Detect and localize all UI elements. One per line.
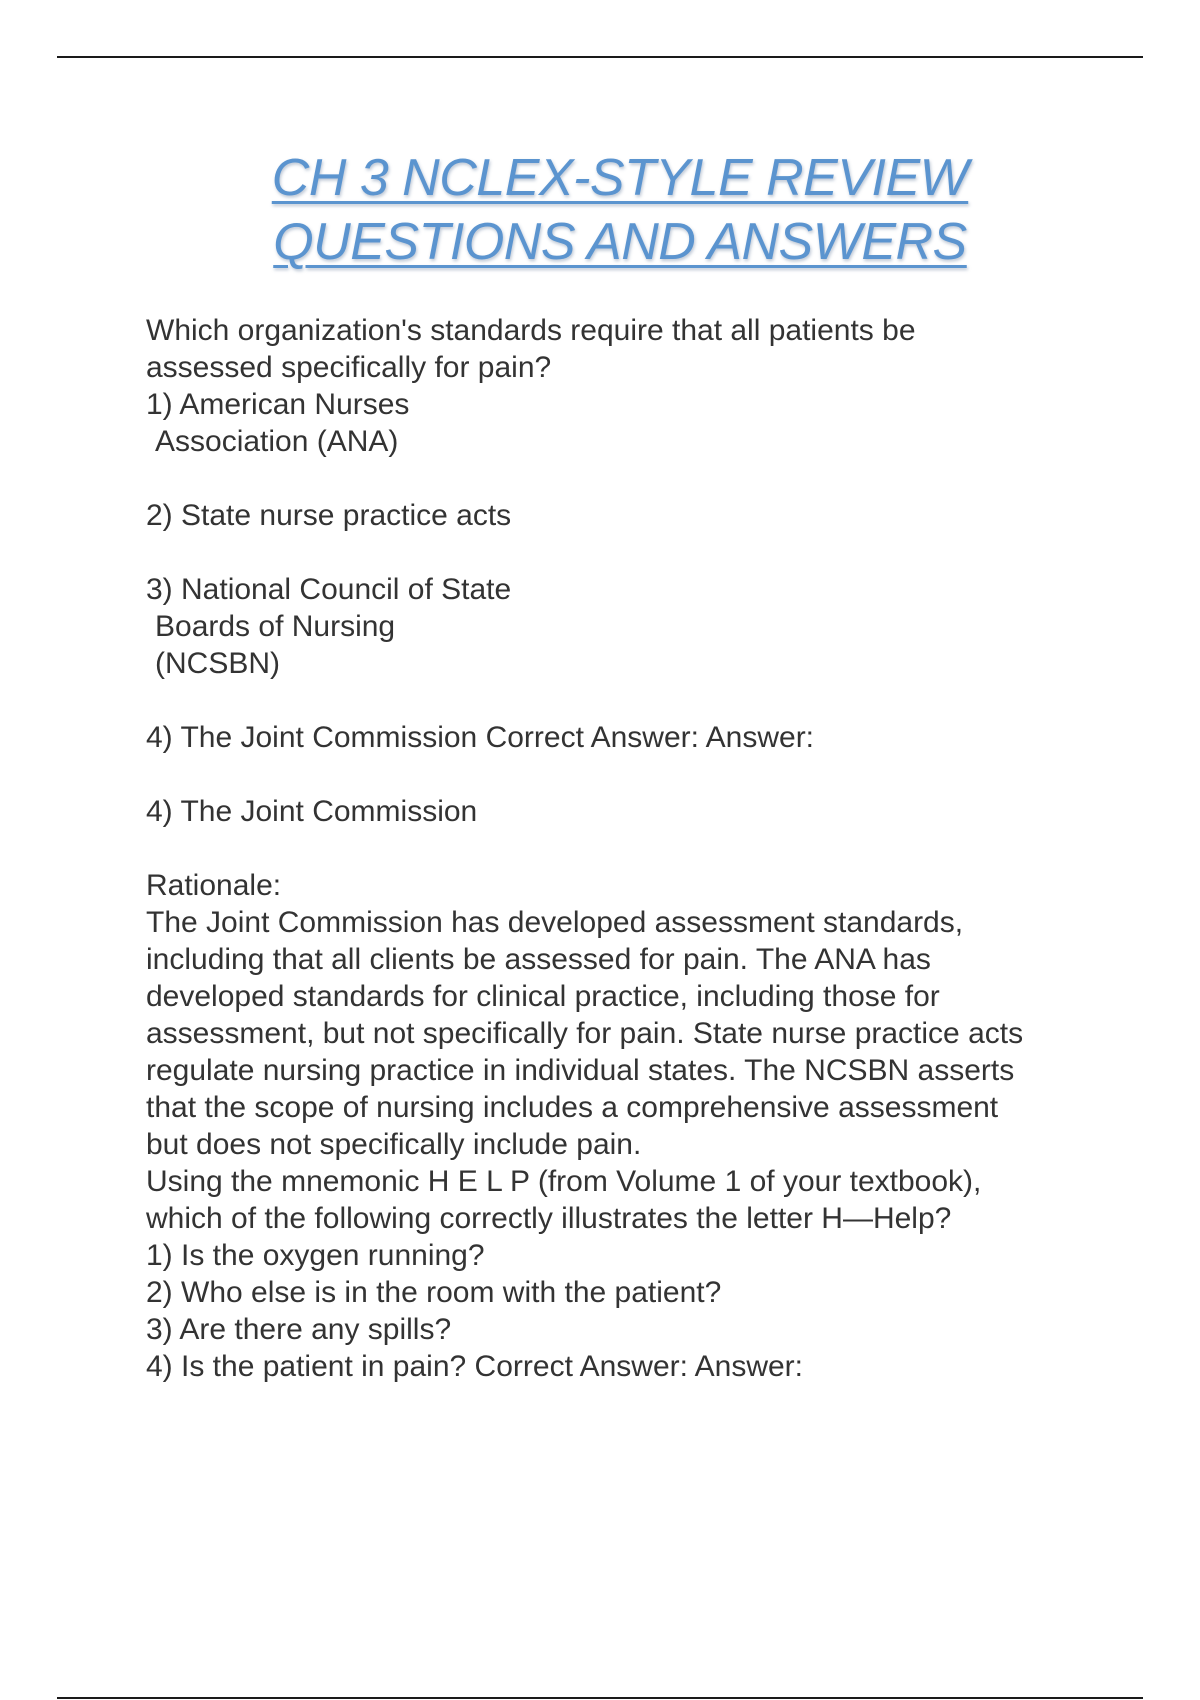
document-body <box>146 312 1146 1385</box>
question-2-stem-line-2: which of the following correctly illustrates the letter H—Help? <box>146 1202 952 1235</box>
spacer <box>146 534 1146 571</box>
rationale-line-3: developed standards for clinical practice, including those for <box>146 980 940 1013</box>
spacer <box>146 756 1146 793</box>
question-2-option-2: 2) Who else is in the room with the patient? <box>146 1276 722 1309</box>
question-1-option-3-line-2: Boards of Nursing <box>155 610 396 643</box>
rationale-line-6: that the scope of nursing includes a comprehensive assessment <box>146 1091 999 1124</box>
spacer <box>146 460 1146 497</box>
question-1-option-3-line-1: 3) National Council of State <box>146 573 512 606</box>
question-1-option-3-line-3: (NCSBN) <box>155 647 280 680</box>
question-2-option-3: 3) Are there any spills? <box>146 1313 452 1346</box>
question-2-option-4: 4) Is the patient in pain? Correct Answer: Answer: <box>146 1350 803 1383</box>
rationale-line-7: but does not specifically include pain. <box>146 1128 642 1161</box>
question-1-option-4: 4) The Joint Commission Correct Answer: Answer: <box>146 721 815 754</box>
rationale-line-1: The Joint Commission has developed assessment standards, <box>146 906 964 939</box>
spacer <box>146 830 1146 867</box>
rationale-line-4: assessment, but not specifically for pain. State nurse practice acts <box>146 1017 1024 1050</box>
spacer <box>146 682 1146 719</box>
document-title <box>0 146 1200 274</box>
question-2-stem-line-1: Using the mnemonic H E L P (from Volume 1 of your textbook), <box>146 1165 982 1198</box>
question-2-option-1: 1) Is the oxygen running? <box>146 1239 485 1272</box>
question-1 <box>146 312 1146 1163</box>
bottom-rule <box>57 1697 1143 1699</box>
question-1-option-2: 2) State nurse practice acts <box>146 499 512 532</box>
rationale-label: Rationale: <box>146 869 282 902</box>
title-line-1: CH 3 NCLEX-STYLE REVIEW <box>271 149 969 207</box>
question-1-option-1-line-1: 1) American Nurses <box>146 388 410 421</box>
question-2 <box>146 1163 1146 1385</box>
question-1-answer: 4) The Joint Commission <box>146 795 478 828</box>
question-1-stem-line-1: Which organization's standards require that all patients be <box>146 314 916 347</box>
rationale-line-2: including that all clients be assessed for pain. The ANA has <box>146 943 931 976</box>
title-line-2: QUESTIONS AND ANSWERS <box>273 213 967 271</box>
question-1-stem-line-2: assessed specifically for pain? <box>146 351 552 384</box>
question-1-option-1-line-2: Association (ANA) <box>155 425 399 458</box>
top-rule <box>57 56 1143 58</box>
rationale-line-5: regulate nursing practice in individual states. The NCSBN asserts <box>146 1054 1015 1087</box>
